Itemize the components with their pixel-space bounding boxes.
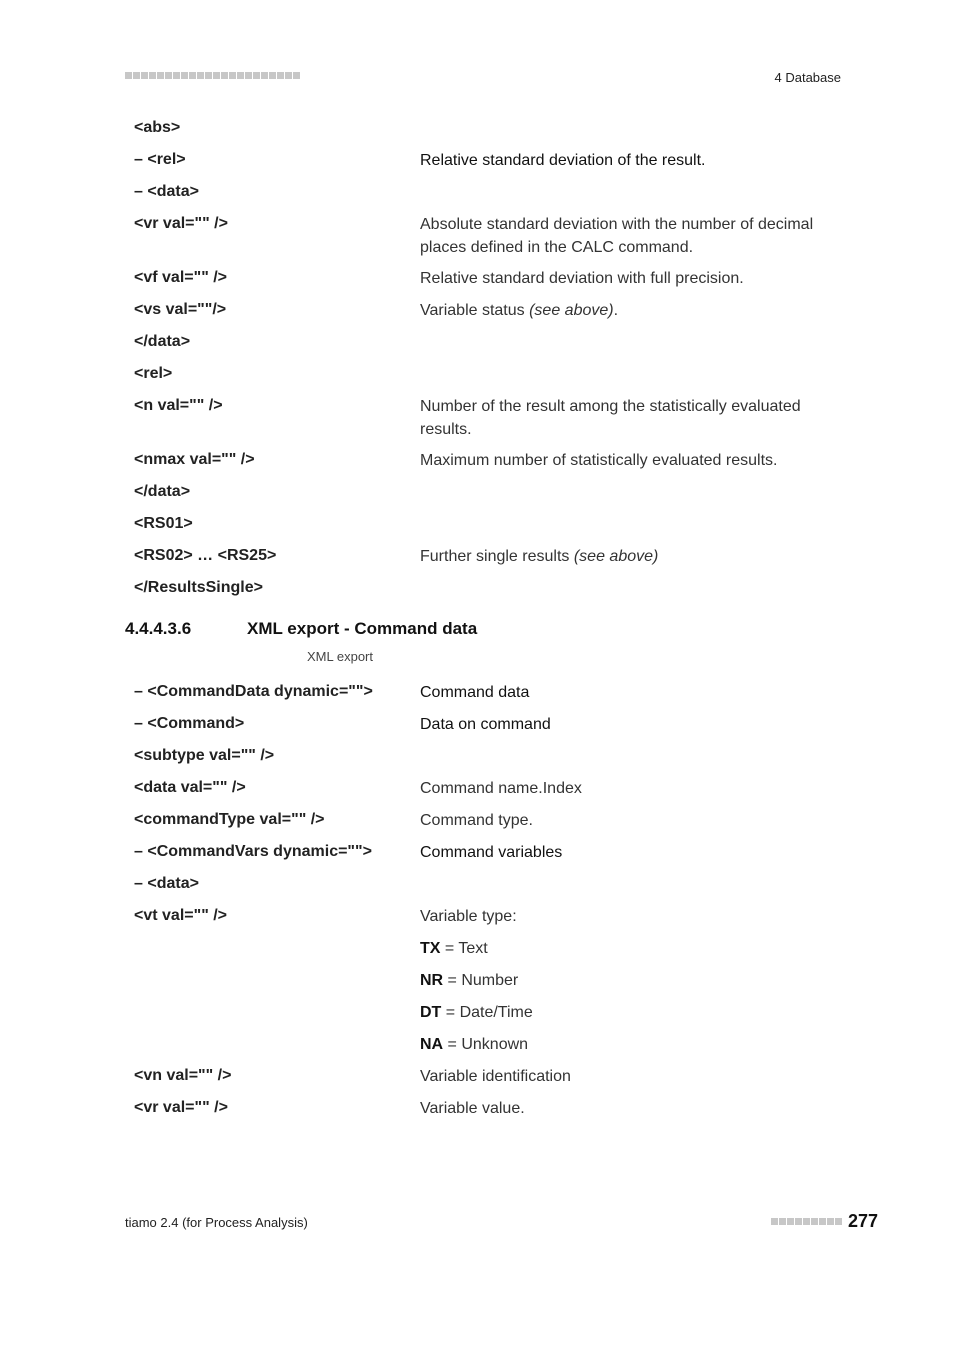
table-row [134, 1001, 854, 1033]
xml-tag: <rel> [134, 365, 173, 382]
table-row [134, 545, 854, 577]
description-text: = Number [443, 972, 519, 989]
square-icon [787, 1218, 794, 1225]
square-icon [819, 1218, 826, 1225]
table-row [134, 577, 854, 609]
square-icon [149, 72, 156, 79]
table-row [134, 841, 854, 873]
table-row [134, 809, 854, 841]
xml-tag: <vs val=""/> [134, 301, 227, 318]
tag-description [420, 777, 854, 800]
description-text: TX [420, 940, 441, 957]
tag-table-command [134, 681, 854, 1129]
description-text: = Text [440, 940, 488, 957]
xml-tag: <vn val="" /> [134, 1067, 232, 1084]
description-text: Maximum number of statistically evaluated results. [420, 452, 778, 469]
description-text: Number of the result among the statistically evaluated results. [420, 398, 801, 438]
table-row [134, 149, 854, 181]
square-icon [803, 1218, 810, 1225]
square-icon [133, 72, 140, 79]
square-icon [125, 72, 132, 79]
description-text: Variable type: [420, 908, 517, 925]
square-icon [779, 1218, 786, 1225]
xml-tag: <vr val="" /> [134, 215, 228, 232]
table-row [134, 331, 854, 363]
description-text: Variable value. [420, 1100, 525, 1117]
xml-tag: – <Command> [134, 715, 245, 732]
page-number: 277 [847, 1211, 878, 1231]
description-text: Command data [420, 684, 530, 701]
description-text: Absolute standard deviation with the number of decimal places defined in the CALC command. [420, 216, 814, 256]
description-text: Command type. [420, 812, 533, 829]
xml-tag: – <data> [134, 875, 199, 892]
xml-tag: <n val="" /> [134, 397, 223, 414]
tag-description [420, 905, 854, 928]
xml-tag: <vt val="" /> [134, 907, 228, 924]
table-row [134, 713, 854, 745]
tag-description [420, 299, 854, 322]
square-icon [229, 72, 236, 79]
tag-description [420, 1097, 854, 1120]
table-row [134, 873, 854, 905]
xml-tag: – <data> [134, 183, 199, 200]
xml-tag: – <CommandData dynamic=""> [134, 683, 373, 700]
table-row [134, 481, 854, 513]
description-text: . [613, 302, 619, 319]
table-row [134, 299, 854, 331]
tag-description [420, 841, 854, 864]
table-row [134, 1033, 854, 1065]
tag-description [420, 267, 854, 290]
header-decoration [125, 72, 300, 79]
xml-tag: <data val="" /> [134, 779, 246, 796]
section-heading [125, 619, 477, 639]
tag-description [420, 809, 854, 832]
square-icon [245, 72, 252, 79]
description-text: = Unknown [443, 1036, 529, 1053]
xml-tag: – <rel> [134, 151, 186, 168]
xml-tag: – <CommandVars dynamic=""> [134, 843, 372, 860]
square-icon [811, 1218, 818, 1225]
table-row [134, 1097, 854, 1129]
xml-tag: </data> [134, 333, 191, 350]
description-text: (see above) [573, 548, 659, 565]
table-row [134, 449, 854, 481]
description-text: = Date/Time [441, 1004, 533, 1021]
xml-tag: <abs> [134, 119, 181, 136]
square-icon [213, 72, 220, 79]
tag-description [420, 681, 854, 704]
description-text: Command name.Index [420, 780, 582, 797]
description-text: (see above) [529, 302, 614, 319]
table-row [134, 181, 854, 213]
tag-description [420, 713, 854, 736]
square-icon [835, 1218, 842, 1225]
xml-tag: <RS01> [134, 515, 193, 532]
square-icon [261, 72, 268, 79]
tag-description [420, 449, 854, 472]
table-row [134, 267, 854, 299]
square-icon [197, 72, 204, 79]
description-text: Command variables [420, 844, 563, 861]
tag-description [420, 395, 854, 441]
table-row [134, 681, 854, 713]
tag-description [420, 545, 854, 568]
xml-tag: <vf val="" /> [134, 269, 228, 286]
table-row [134, 117, 854, 149]
square-icon [189, 72, 196, 79]
square-icon [237, 72, 244, 79]
xml-tag: <RS02> … <RS25> [134, 547, 277, 564]
xml-tag: </data> [134, 483, 191, 500]
xml-tag: </ResultsSingle> [134, 579, 263, 596]
table-row [134, 777, 854, 809]
square-icon [141, 72, 148, 79]
tag-description [420, 213, 854, 259]
tag-description [420, 149, 854, 172]
xml-tag: <subtype val="" /> [134, 747, 275, 764]
footer-page [771, 1211, 878, 1232]
description-text: DT [420, 1004, 442, 1021]
square-icon [827, 1218, 834, 1225]
table-row [134, 363, 854, 395]
tag-description [420, 937, 854, 960]
square-icon [269, 72, 276, 79]
square-icon [285, 72, 292, 79]
tag-description [420, 1033, 854, 1056]
table-row [134, 969, 854, 1001]
tag-description [420, 1001, 854, 1024]
footer-decoration [771, 1218, 842, 1225]
section-number: 4.4.4.3.6 [125, 619, 192, 638]
description-text: Data on command [420, 716, 551, 733]
square-icon [771, 1218, 778, 1225]
description-text: Relative standard deviation with full precision. [420, 270, 744, 287]
footer-product: tiamo 2.4 (for Process Analysis) [125, 1215, 308, 1230]
chapter-title: 4 Database [774, 70, 841, 85]
description-text: Variable identification [420, 1068, 571, 1085]
tag-table-results [134, 117, 854, 609]
table-row [134, 937, 854, 969]
description-text: NR [420, 972, 444, 989]
square-icon [165, 72, 172, 79]
tag-description [420, 1065, 854, 1088]
square-icon [795, 1218, 802, 1225]
square-icon [157, 72, 164, 79]
square-icon [253, 72, 260, 79]
table-row [134, 513, 854, 545]
tag-description [420, 969, 854, 992]
square-icon [221, 72, 228, 79]
square-icon [173, 72, 180, 79]
square-icon [205, 72, 212, 79]
square-icon [293, 72, 300, 79]
xml-tag: <commandType val="" /> [134, 811, 325, 828]
square-icon [181, 72, 188, 79]
section-title-text: XML export - Command data [247, 619, 478, 638]
table-row [134, 745, 854, 777]
description-text: Further single results [420, 548, 574, 565]
square-icon [277, 72, 284, 79]
description-text: Variable status [420, 302, 530, 319]
table-row [134, 213, 854, 267]
table-row [134, 1065, 854, 1097]
description-text: Relative standard deviation of the result. [420, 152, 706, 169]
description-text: NA [420, 1036, 444, 1053]
xml-tag: <vr val="" /> [134, 1099, 228, 1116]
xml-tag: <nmax val="" /> [134, 451, 255, 468]
section-subtitle: XML export [307, 649, 373, 664]
table-row [134, 395, 854, 449]
table-row [134, 905, 854, 937]
